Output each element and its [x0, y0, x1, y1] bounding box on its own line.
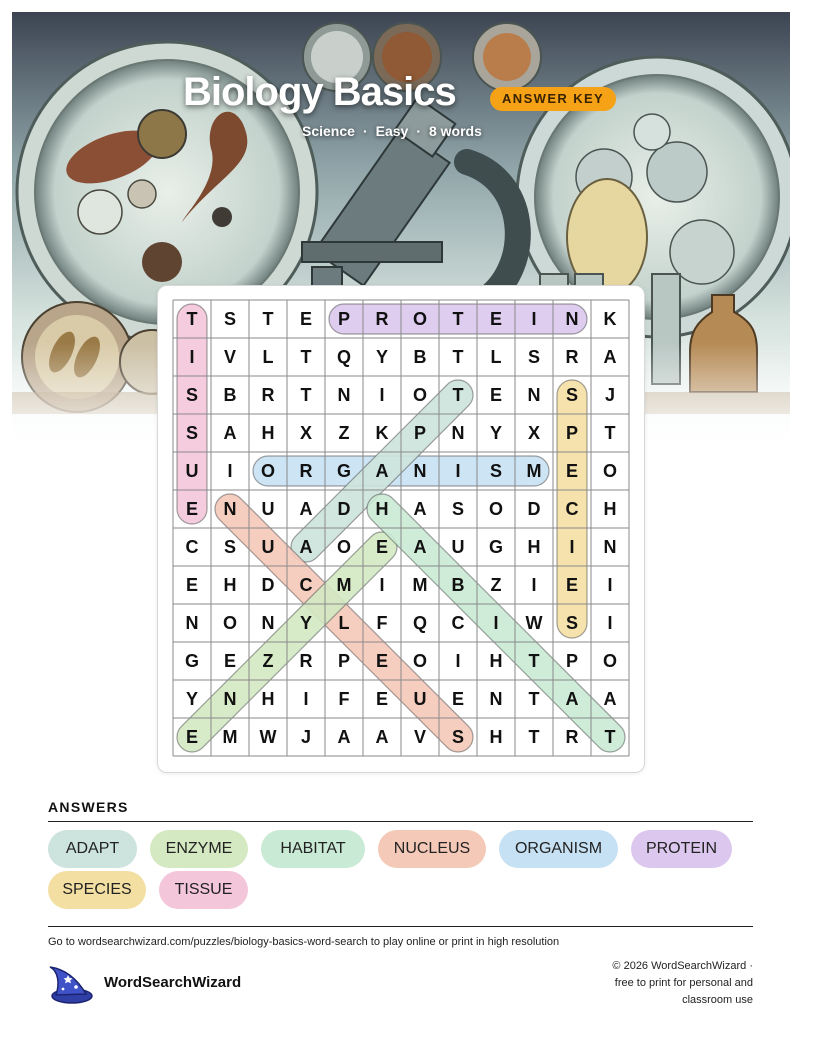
grid-letter[interactable]: C: [451, 613, 465, 633]
wizard-hat-icon: [46, 963, 94, 1005]
answer-chip-enzyme: ENZYME: [150, 830, 248, 868]
grid-letter[interactable]: K: [603, 309, 617, 329]
grid-letter[interactable]: H: [223, 575, 237, 595]
grid-letter[interactable]: E: [223, 651, 237, 671]
grid-letter[interactable]: H: [375, 499, 389, 519]
grid-letter[interactable]: P: [337, 309, 351, 329]
grid-letter[interactable]: L: [338, 613, 350, 633]
grid-letter[interactable]: A: [603, 689, 617, 709]
separator-dot: ·: [362, 123, 368, 139]
grid-letter[interactable]: T: [604, 423, 616, 443]
grid-letter[interactable]: E: [375, 689, 389, 709]
grid-letter[interactable]: I: [493, 613, 499, 633]
grid-letter[interactable]: T: [262, 309, 274, 329]
grid-letter[interactable]: O: [412, 651, 428, 671]
grid-letter[interactable]: E: [489, 385, 503, 405]
grid-letter[interactable]: W: [259, 727, 277, 747]
answer-key-badge: ANSWER KEY: [490, 87, 616, 111]
grid-letter[interactable]: O: [336, 537, 352, 557]
separator-dot: ·: [416, 123, 421, 139]
page-title: Biology Basics: [183, 70, 456, 114]
grid-letter[interactable]: L: [262, 347, 274, 367]
grid-letter[interactable]: A: [413, 499, 427, 519]
grid-letter[interactable]: N: [261, 613, 275, 633]
grid-letter[interactable]: J: [604, 385, 616, 405]
grid-letter[interactable]: I: [607, 613, 613, 633]
grid-letter[interactable]: O: [488, 499, 504, 519]
grid-letter[interactable]: S: [185, 423, 199, 443]
answer-chip-species: SPECIES: [48, 871, 146, 909]
answer-chip-adapt: ADAPT: [48, 830, 137, 868]
grid-letter[interactable]: E: [565, 575, 579, 595]
grid-letter[interactable]: I: [455, 651, 461, 671]
grid-letter[interactable]: S: [185, 385, 199, 405]
grid-letter[interactable]: P: [337, 651, 351, 671]
grid-letter[interactable]: T: [528, 689, 540, 709]
grid-letter[interactable]: E: [185, 499, 199, 519]
grid-letter[interactable]: O: [602, 651, 618, 671]
grid-letter[interactable]: N: [223, 689, 237, 709]
title-row: [0, 70, 816, 120]
answers-divider: [48, 821, 753, 822]
grid-letter[interactable]: E: [185, 727, 199, 747]
word-count-label: 8 words: [428, 123, 482, 139]
grid-letter[interactable]: S: [223, 537, 237, 557]
grid-letter[interactable]: Y: [299, 613, 313, 633]
grid-letter[interactable]: H: [261, 423, 275, 443]
grid-letter[interactable]: S: [223, 309, 237, 329]
grid-letter[interactable]: D: [261, 575, 275, 595]
grid-letter[interactable]: Y: [185, 689, 199, 709]
grid-letter[interactable]: T: [300, 385, 312, 405]
grid-letter[interactable]: E: [565, 461, 579, 481]
copyright-line: © 2026 WordSearchWizard ·: [612, 960, 753, 972]
grid-letter[interactable]: N: [223, 499, 237, 519]
copyright-line: free to print for personal and: [614, 977, 753, 989]
answers-heading: ANSWERS: [48, 799, 129, 815]
grid-letter[interactable]: Z: [490, 575, 502, 595]
grid-letter[interactable]: R: [565, 727, 579, 747]
grid-letter[interactable]: M: [412, 575, 428, 595]
grid-letter[interactable]: A: [299, 537, 313, 557]
grid-letter[interactable]: X: [299, 423, 313, 443]
grid-letter[interactable]: S: [527, 347, 541, 367]
difficulty-label: Easy: [375, 123, 409, 139]
word-search-grid[interactable]: [158, 286, 644, 772]
grid-letter[interactable]: E: [185, 575, 199, 595]
grid-letter[interactable]: Z: [262, 651, 274, 671]
grid-letter[interactable]: B: [413, 347, 427, 367]
grid-letter[interactable]: S: [565, 613, 579, 633]
grid-letter[interactable]: O: [602, 461, 618, 481]
grid-letter[interactable]: T: [604, 727, 616, 747]
grid-letter[interactable]: Q: [336, 347, 352, 367]
grid-letter[interactable]: R: [299, 651, 313, 671]
grid-letter[interactable]: C: [185, 537, 199, 557]
grid-letter[interactable]: K: [375, 423, 389, 443]
grid-letter[interactable]: A: [603, 347, 617, 367]
grid-letter[interactable]: E: [375, 537, 389, 557]
grid-letter[interactable]: B: [451, 575, 465, 595]
grid-letter[interactable]: I: [531, 309, 537, 329]
grid-letter[interactable]: A: [565, 689, 579, 709]
grid-letter[interactable]: O: [412, 309, 428, 329]
grid-letter[interactable]: U: [261, 537, 275, 557]
grid-letter[interactable]: R: [261, 385, 275, 405]
answer-chip-habitat: HABITAT: [261, 830, 365, 868]
grid-letter[interactable]: R: [565, 347, 579, 367]
answer-chip-nucleus: NUCLEUS: [378, 830, 486, 868]
grid-letter[interactable]: G: [488, 537, 504, 557]
grid-letter[interactable]: C: [299, 575, 313, 595]
grid-letter[interactable]: T: [528, 727, 540, 747]
grid-letter[interactable]: I: [227, 461, 233, 481]
puzzle-meta: [302, 123, 482, 139]
grid-letter[interactable]: U: [261, 499, 275, 519]
copyright-notice: [573, 958, 753, 1009]
grid-letter[interactable]: R: [375, 309, 389, 329]
grid-letter[interactable]: A: [337, 727, 351, 747]
grid-letter[interactable]: N: [489, 689, 503, 709]
grid-letter[interactable]: A: [299, 499, 313, 519]
grid-letter[interactable]: N: [337, 385, 351, 405]
grid-letter[interactable]: T: [452, 385, 464, 405]
category-label: Science: [302, 123, 355, 139]
grid-letter[interactable]: X: [527, 423, 541, 443]
grid-letter[interactable]: E: [451, 689, 465, 709]
grid-letter[interactable]: A: [413, 537, 427, 557]
grid-letter[interactable]: Z: [338, 423, 350, 443]
grid-letter[interactable]: T: [452, 309, 464, 329]
grid-letter[interactable]: O: [222, 613, 238, 633]
footer-divider: [48, 926, 753, 927]
grid-letter[interactable]: C: [565, 499, 579, 519]
grid-letter[interactable]: M: [222, 727, 238, 747]
grid-letter[interactable]: E: [489, 309, 503, 329]
grid-letter[interactable]: G: [184, 651, 200, 671]
grid-letter[interactable]: U: [451, 537, 465, 557]
grid-letter[interactable]: I: [607, 575, 613, 595]
grid-letter[interactable]: P: [565, 651, 579, 671]
grid-letter[interactable]: H: [527, 537, 541, 557]
grid-letter[interactable]: P: [565, 423, 579, 443]
grid-letter[interactable]: U: [413, 689, 427, 709]
grid-letter[interactable]: U: [185, 461, 199, 481]
grid-letter[interactable]: T: [528, 651, 540, 671]
grid-letter[interactable]: L: [490, 347, 502, 367]
grid-letter[interactable]: R: [299, 461, 313, 481]
grid-letter[interactable]: S: [489, 461, 503, 481]
grid-letter[interactable]: Y: [375, 347, 389, 367]
grid-letter[interactable]: V: [413, 727, 427, 747]
grid-letter[interactable]: S: [451, 727, 465, 747]
grid-letter[interactable]: A: [375, 461, 389, 481]
grid-letter[interactable]: G: [336, 461, 352, 481]
grid-letter[interactable]: I: [379, 385, 385, 405]
grid-letter[interactable]: N: [413, 461, 427, 481]
grid-letter[interactable]: I: [189, 347, 195, 367]
grid-letter[interactable]: I: [303, 689, 309, 709]
copyright-line: classroom use: [682, 994, 753, 1006]
answer-chip-organism: ORGANISM: [499, 830, 618, 868]
grid-letter[interactable]: E: [299, 309, 313, 329]
grid-letter[interactable]: A: [223, 423, 237, 443]
brand-name[interactable]: WordSearchWizard: [104, 974, 242, 991]
grid-letter[interactable]: D: [337, 499, 351, 519]
grid-letter[interactable]: I: [531, 575, 537, 595]
grid-letter[interactable]: B: [223, 385, 237, 405]
grid-letter[interactable]: O: [260, 461, 276, 481]
answer-chip-protein: PROTEIN: [631, 830, 732, 868]
grid-letter[interactable]: F: [376, 613, 388, 633]
grid-letter[interactable]: I: [379, 575, 385, 595]
grid-letter[interactable]: S: [565, 385, 579, 405]
grid-letter[interactable]: M: [336, 575, 352, 595]
grid-letter[interactable]: S: [451, 499, 465, 519]
grid-letter[interactable]: T: [452, 347, 464, 367]
grid-letter[interactable]: D: [527, 499, 541, 519]
grid-letter[interactable]: N: [451, 423, 465, 443]
grid-letter[interactable]: Q: [412, 613, 428, 633]
grid-letter[interactable]: F: [338, 689, 350, 709]
grid-letter[interactable]: T: [300, 347, 312, 367]
grid-letter[interactable]: P: [413, 423, 427, 443]
grid-letter[interactable]: H: [261, 689, 275, 709]
puzzle-card: [157, 285, 645, 773]
grid-letter[interactable]: N: [565, 309, 579, 329]
grid-letter[interactable]: N: [527, 385, 541, 405]
answer-chip-tissue: TISSUE: [159, 871, 248, 909]
grid-letter[interactable]: Y: [489, 423, 503, 443]
grid-letter[interactable]: H: [489, 651, 503, 671]
grid-letter[interactable]: A: [375, 727, 389, 747]
grid-letter[interactable]: T: [186, 309, 198, 329]
grid-letter[interactable]: N: [603, 537, 617, 557]
grid-letter[interactable]: H: [603, 499, 617, 519]
grid-letter[interactable]: I: [455, 461, 461, 481]
grid-letter[interactable]: I: [569, 537, 575, 557]
grid-letter[interactable]: O: [412, 385, 428, 405]
grid-letter[interactable]: N: [185, 613, 199, 633]
grid-letter[interactable]: J: [300, 727, 312, 747]
grid-letter[interactable]: E: [375, 651, 389, 671]
grid-letter[interactable]: V: [223, 347, 237, 367]
play-online-link[interactable]: Go to wordsearchwizard.com/puzzles/biology-basics-word-search to play online or print in high resolution: [48, 936, 560, 948]
grid-letter[interactable]: M: [526, 461, 542, 481]
grid-letter[interactable]: H: [489, 727, 503, 747]
grid-letter[interactable]: W: [525, 613, 543, 633]
